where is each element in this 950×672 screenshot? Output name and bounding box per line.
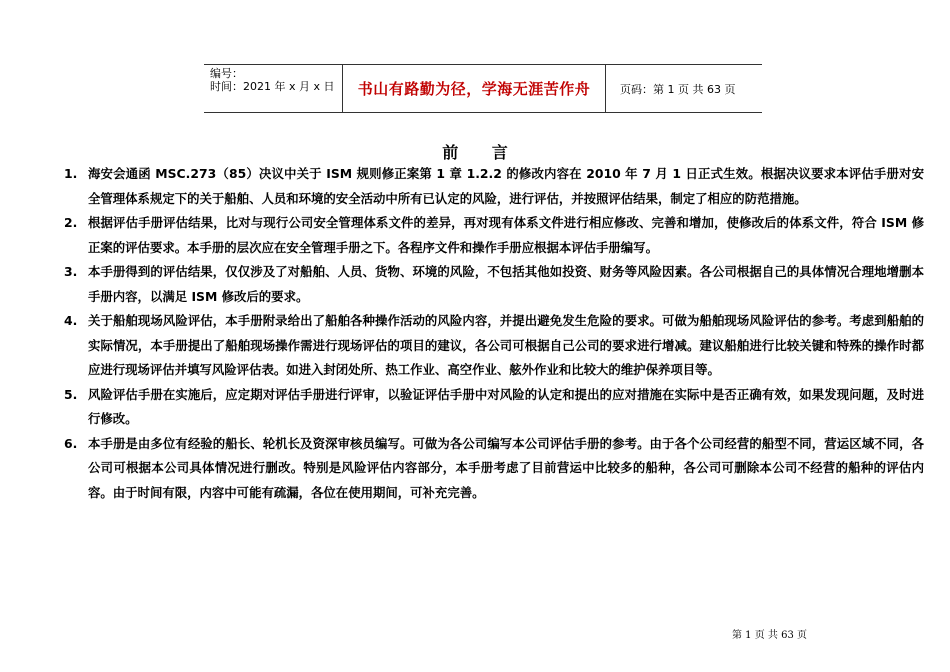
page-title: 前 言 [442, 143, 508, 162]
item-number: 5. [64, 386, 78, 402]
item-text: 风险评估手册在实施后，应定期对评估手册进行评审，以验证评估手册中对风险的认定和提出的应对措施在实际中是否正确有效，如果发现问题，及时进行修改。 [88, 386, 924, 426]
item-number: 2. [64, 215, 78, 230]
time-line: 时间：2021 年 x 月 x 日 [210, 80, 335, 93]
header-page-code: 页码：第 1 页 共 63 页 [620, 82, 736, 96]
item-text: 海安会通函 MSC.273（85）决议中关于 ISM 规则修正案第 1 章 1.2.2 的修改内容在 2010 年 7 月 1 日正式生效。根据决议要求本评估手册对安全管理体系规定下的关于船舶、人员和环境的安全活动中所有已认定的风险，进行评估，并按照评估结果，制定了相应的防范措施。 [88, 166, 924, 206]
preface-list [64, 162, 924, 505]
item-number: 1. [64, 166, 78, 181]
page-header [204, 64, 762, 113]
list-item [64, 383, 924, 432]
list-item [64, 211, 924, 260]
header-info [204, 65, 342, 112]
item-text: 关于船舶现场风险评估，本手册附录给出了船舶各种操作活动的风险内容，并提出避免发生危险的要求。可做为船舶现场风险评估的参考。考虑到船舶的实际情况，本手册提出了船舶现场操作需进行现场评估的项目的建议，各公司可根据自己公司的要求进行增减。建议船舶进行比较关键和特殊的操作时都应进行现场评估并填写风险评估表。如进入封闭处所、热工作业、高空作业、舷外作业和比较大的维护保养项目等。 [88, 313, 924, 377]
item-number: 4. [64, 313, 78, 328]
item-text: 本手册是由多位有经验的船长、轮机长及资深审核员编写。可做为各公司编写本公司评估手册的参考。由于各个公司经营的船型不同，营运区域不同，各公司可根据本公司具体情况进行删改。特别是风险评估内容部分，本手册考虑了目前营运中比较多的船种，各公司可删除本公司不经营的船种的评估内容。由于时间有限，内容中可能有疏漏，各位在使用期间，可补充完善。 [88, 435, 924, 500]
list-item [64, 260, 924, 309]
number-label: 编号： [210, 67, 243, 80]
page-footer: 第 1 页 共 63 页 [732, 630, 807, 641]
item-number: 3. [64, 264, 78, 279]
item-text: 根据评估手册评估结果，比对与现行公司安全管理体系文件的差异，再对现有体系文件进行相应修改、完善和增加，使修改后的体系文件，符合 ISM 修正案的评估要求。本手册的层次应在安全管理手册之下。各程序文件和操作手册应根据本评估手册编写。 [88, 215, 924, 255]
list-item [64, 432, 924, 506]
list-item [64, 162, 924, 211]
item-number: 6. [64, 435, 78, 451]
item-text: 本手册得到的评估结果，仅仅涉及了对船舶、人员、货物、环境的风险，不包括其他如投资、财务等风险因素。各公司根据自己的具体情况合理地增删本手册内容，以满足 ISM 修改后的要求。 [88, 264, 924, 304]
list-item [64, 309, 924, 383]
header-motto: 书山有路勤为径，学海无涯苦作舟 [342, 65, 606, 112]
